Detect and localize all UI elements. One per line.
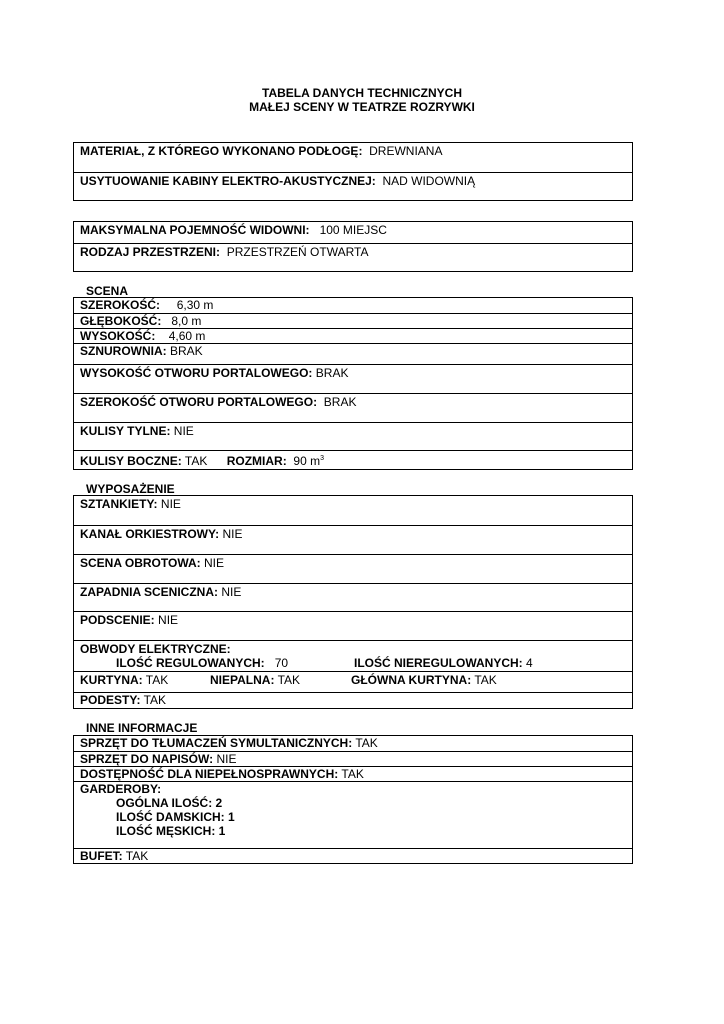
dostepnosc-row: DOSTĘPNOŚĆ DLA NIEPEŁNOSPRAWNYCH: TAK [74,766,632,781]
scena-heading: SCENA [86,284,129,298]
audience-info-table [73,221,633,272]
wys-portal-row: WYSOKOŚĆ OTWORU PORTALOWEGO: BRAK [74,364,632,393]
floor-info-table [73,142,633,201]
obwody-row: OBWODY ELEKTRYCZNE: ILOŚĆ REGULOWANYCH: 70 ILOŚĆ NIEREGULOWANYCH: 4 [74,640,632,671]
kurtyna-row: KURTYNA: TAK NIEPALNA: TAK GŁÓWNA KURTYNA: TAK [74,671,632,692]
inne-heading: INNE INFORMACJE [86,721,198,735]
wysokosc-row: WYSOKOŚĆ: 4,60 m [74,328,632,343]
kulisy-boczne-row: KULISY BOCZNE: TAK ROZMIAR: 90 $m^3$ [74,450,632,469]
przestrzen-row: RODZAJ PRZESTRZENI: PRZESTRZEŃ OTWARTA [74,243,632,271]
szer-portal-row: SZEROKOŚĆ OTWORU PORTALOWEGO: BRAK [74,393,632,422]
wyposazenie-heading: WYPOSAŻENIE [86,482,175,496]
material-row: MATERIAŁ, Z KTÓREGO WYKONANO PODŁOGĘ: DREWNIANA [80,144,443,158]
sznurownia-row: SZNUROWNIA: BRAK [74,343,632,364]
wyposazenie-table [73,495,633,709]
kulisy-tylne-row: KULISY TYLNE: NIE [74,422,632,450]
obrotowa-row: SCENA OBROTOWA: NIE [74,554,632,583]
podscenie-row: PODSCENIE: NIE [74,611,632,640]
tlumaczen-row: SPRZĘT DO TŁUMACZEŃ SYMULTANICZNYCH: TAK [80,736,378,750]
sztankiety-row: SZTANKIETY: NIE [80,497,181,511]
podesty-row: PODESTY: TAK [74,692,632,708]
garderoby-row: GARDEROBY: OGÓLNA ILOŚĆ: 2 ILOŚĆ DAMSKICH: 1 ILOŚĆ MĘSKICH: 1 [74,781,632,848]
title-line-1: TABELA DANYCH TECHNICZNYCH [262,86,462,100]
kabina-row: USYTUOWANIE KABINY ELEKTRO-AKUSTYCZNEJ: NAD WIDOWNIĄ [74,172,632,200]
glebokosc-row: GŁĘBOKOŚĆ: 8,0 m [74,313,632,328]
napisow-row: SPRZĘT DO NAPISÓW: NIE [74,751,632,766]
bufet-row: BUFET: TAK [74,848,632,863]
zapadnia-row: ZAPADNIA SCENICZNA: NIE [74,583,632,611]
scena-table [73,297,633,470]
kanal-row: KANAŁ ORKIESTROWY: NIE [74,525,632,554]
inne-table [73,735,633,864]
pojemnosc-row: MAKSYMALNA POJEMNOŚĆ WIDOWNI: 100 MIEJSC [80,223,387,237]
szerokosc-row: SZEROKOŚĆ: 6,30 m [80,298,214,312]
title-line-2: MAŁEJ SCENY W TEATRZE ROZRYWKI [249,100,475,114]
